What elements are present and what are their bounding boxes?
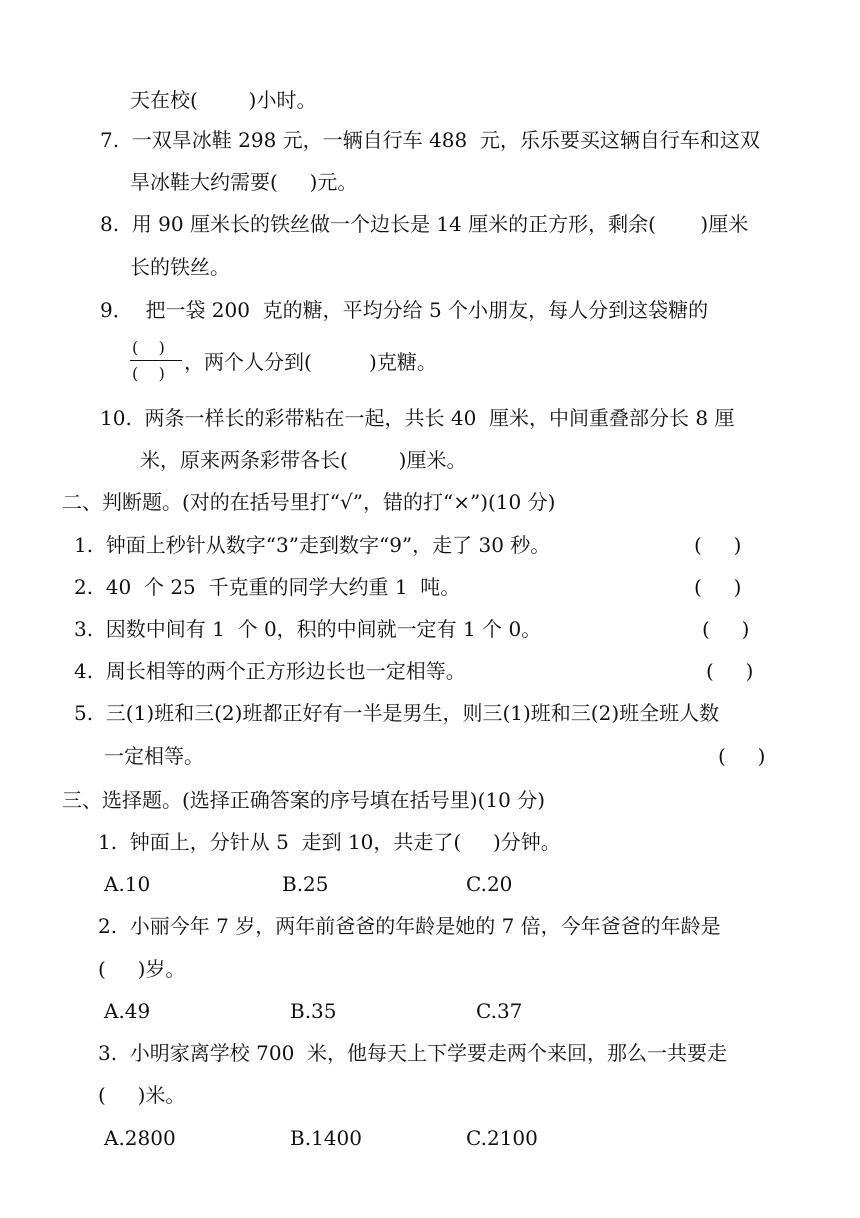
section-2-title: 二、判断题。(对的在括号里打“√”，错的打“×”)(10 分): [62, 490, 556, 514]
judge-answer-paren-5: ( ): [718, 744, 766, 768]
fraction-denominator-blank: ( ): [132, 364, 165, 383]
judge-answer-paren-3: ( ): [702, 617, 750, 641]
choice-q1-option-b: B.25: [282, 872, 329, 896]
judge-item-5-line1: 5. 三(1)班和三(2)班都正好有一半是男生，则三(1)班和三(2)班全班人数: [74, 701, 720, 725]
judge-item-4: 4. 周长相等的两个正方形边长也一定相等。: [74, 659, 466, 683]
q8-line1: 8. 用 90 厘米长的铁丝做一个边长是 14 厘米的正方形，剩余( )厘米: [100, 212, 749, 236]
choice-q2-option-c: C.37: [476, 999, 523, 1023]
q7-line1: 7. 一双旱冰鞋 298 元，一辆自行车 488 元，乐乐要买这辆自行车和这双: [100, 128, 760, 152]
choice-q2-line2: ( )岁。: [98, 957, 186, 981]
choice-q2-line1: 2. 小丽今年 7 岁，两年前爸爸的年龄是她的 7 倍，今年爸爸的年龄是: [98, 914, 721, 938]
q9-line1: 9． 把一袋 200 克的糖，平均分给 5 个小朋友，每人分到这袋糖的: [100, 298, 709, 322]
judge-item-5-line2: 一定相等。: [104, 744, 204, 768]
judge-answer-paren-4: ( ): [706, 659, 754, 683]
judge-answer-paren-1: ( ): [694, 533, 742, 557]
fraction-bar: [130, 360, 182, 361]
choice-q2-option-a: A.49: [104, 999, 151, 1023]
q9-fraction-blank: [130, 338, 182, 388]
choice-q3-option-a: A.2800: [104, 1126, 176, 1150]
choice-q3-line1: 3. 小明家离学校 700 米，他每天上下学要走两个来回，那么一共要走: [98, 1041, 728, 1065]
judge-item-2: 2. 40 个 25 千克重的同学大约重 1 吨。: [74, 575, 461, 599]
q8-line2: 长的铁丝。: [130, 255, 230, 279]
q9-line2: ，两个人分到( )克糖。: [184, 350, 437, 374]
fraction-numerator-blank: ( ): [132, 338, 165, 357]
q10-line2: 米，原来两条彩带各长( )厘米。: [140, 448, 467, 472]
choice-q3-option-c: C.2100: [466, 1126, 538, 1150]
section-3-title: 三、选择题。(选择正确答案的序号填在括号里)(10 分): [62, 788, 546, 812]
choice-q3-line2: ( )米。: [98, 1083, 186, 1107]
choice-q1-option-a: A.10: [104, 872, 151, 896]
choice-q1: 1. 钟面上，分针从 5 走到 10，共走了( )分钟。: [98, 830, 561, 854]
choice-q3-option-b: B.1400: [290, 1126, 362, 1150]
q7-line2: 旱冰鞋大约需要( )元。: [130, 170, 358, 194]
q6-continuation: 天在校( )小时。: [130, 88, 317, 112]
choice-q1-option-c: C.20: [466, 872, 513, 896]
judge-item-1: 1. 钟面上秒针从数字“3”走到数字“9”，走了 30 秒。: [74, 533, 551, 557]
choice-q2-option-b: B.35: [290, 999, 337, 1023]
judge-item-3: 3. 因数中间有 1 个 0，积的中间就一定有 1 个 0。: [74, 617, 542, 641]
q10-line1: 10. 两条一样长的彩带粘在一起，共长 40 厘米，中间重叠部分长 8 厘: [100, 406, 735, 430]
judge-answer-paren-2: ( ): [694, 575, 742, 599]
